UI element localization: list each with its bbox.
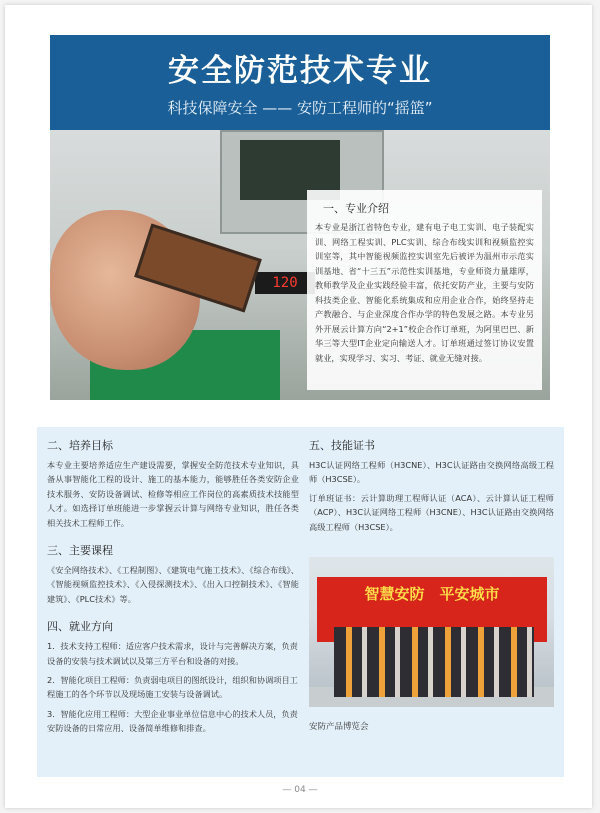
certificates-body: H3C认证网络工程师（H3CNE）、H3C认证路由交换网络高级工程师（H3CSE）。 [309,460,554,485]
right-column [309,437,554,732]
lab-photo [50,130,550,400]
courses-body: 《安全网络技术》、《工程制图》、《建筑电气施工技术》、《综合布线》、《智能视频监控技术》、《入侵探测技术》、《出入口控制技术》、《智能建筑》、《PLC技术》等。 [47,565,299,604]
meter-readout: 120 [255,272,315,294]
details-panel [37,427,564,777]
expo-people-graphic [334,627,534,697]
order-class-certificates: 订单班证书：云计算助理工程师认证（ACA）、云计算认证工程师（ACP）、H3C认证网络工程师（H3CNE）、H3C认证路由交换网络高级工程师（H3CSE）。 [309,492,554,532]
employment-item: 2．智能化项目工程师：负责弱电项目的图纸设计，组织和协调项目工程施工的各个环节以及现场施工安装与设备调试。 [47,675,298,700]
header-banner [50,35,550,130]
certificates-title: 五、技能证书 [309,439,375,452]
courses-title: 三、主要课程 [47,544,113,558]
page-subtitle: 科技保障安全 —— 安防工程师的“摇篮” [167,99,433,117]
left-column [47,437,299,741]
expo-slogan: 智慧安防 平安城市 [364,585,500,603]
page-title: 安全防范技术专业 [168,53,432,89]
intro-card [307,190,542,390]
expo-photo [309,557,554,707]
intro-title: 一、专业介绍 [323,202,389,215]
employment-item: 3．智能化应用工程师：大型企业事业单位信息中心的技术人员，负责安防设备的日常应用、设备简单维修和排查。 [47,708,298,734]
employment-item: 1．技术支持工程师：适应客户技术需求，设计与完善解决方案，负责设备的安装与技术调试以及第三方平台和设备的对接。 [47,641,298,666]
expo-caption: 安防产品博览会 [309,722,369,732]
employment-title: 四、就业方向 [47,620,113,634]
training-title: 二、培养目标 [47,439,113,452]
training-body: 本专业主要培养适应生产建设需要，掌握安全防范技术专业知识，具备从事智能化工程的设计、施工的基本能力，能够胜任各类安防企业技术服务、安防设备调试、检修等相应工作岗位的高素质技术技能型人才。如选择订单班能进一步掌握云计算与网络专业知识，胜任各类相关技术工程师工作。 [47,460,299,528]
page-number: — 04 — [282,785,318,795]
intro-body: 本专业是浙江省特色专业，建有电子电工实训、电子装配实训、网络工程实训、PLC实训、综合布线实训和视频监控实训室等，其中智能视频监控实训室先后被评为温州市示范实训基地、省“十三五”示范性实训基地，专业师资力量雄厚，教师教学及企业实践经验丰富，依托安防产业，主要与安防科技类企业、智能化系统集成和应用企业合作，始终坚持走产教融合、与企业深度合作办学的特色发展之路。本专业另外开展云计算方向“2+1”校企合作订单班，为阿里巴巴、新华三等大型IT企业定向输送人才。订单班通过签订协议安置就业，实现学习、实习、考证、就业无缝对接。 [315,222,534,363]
